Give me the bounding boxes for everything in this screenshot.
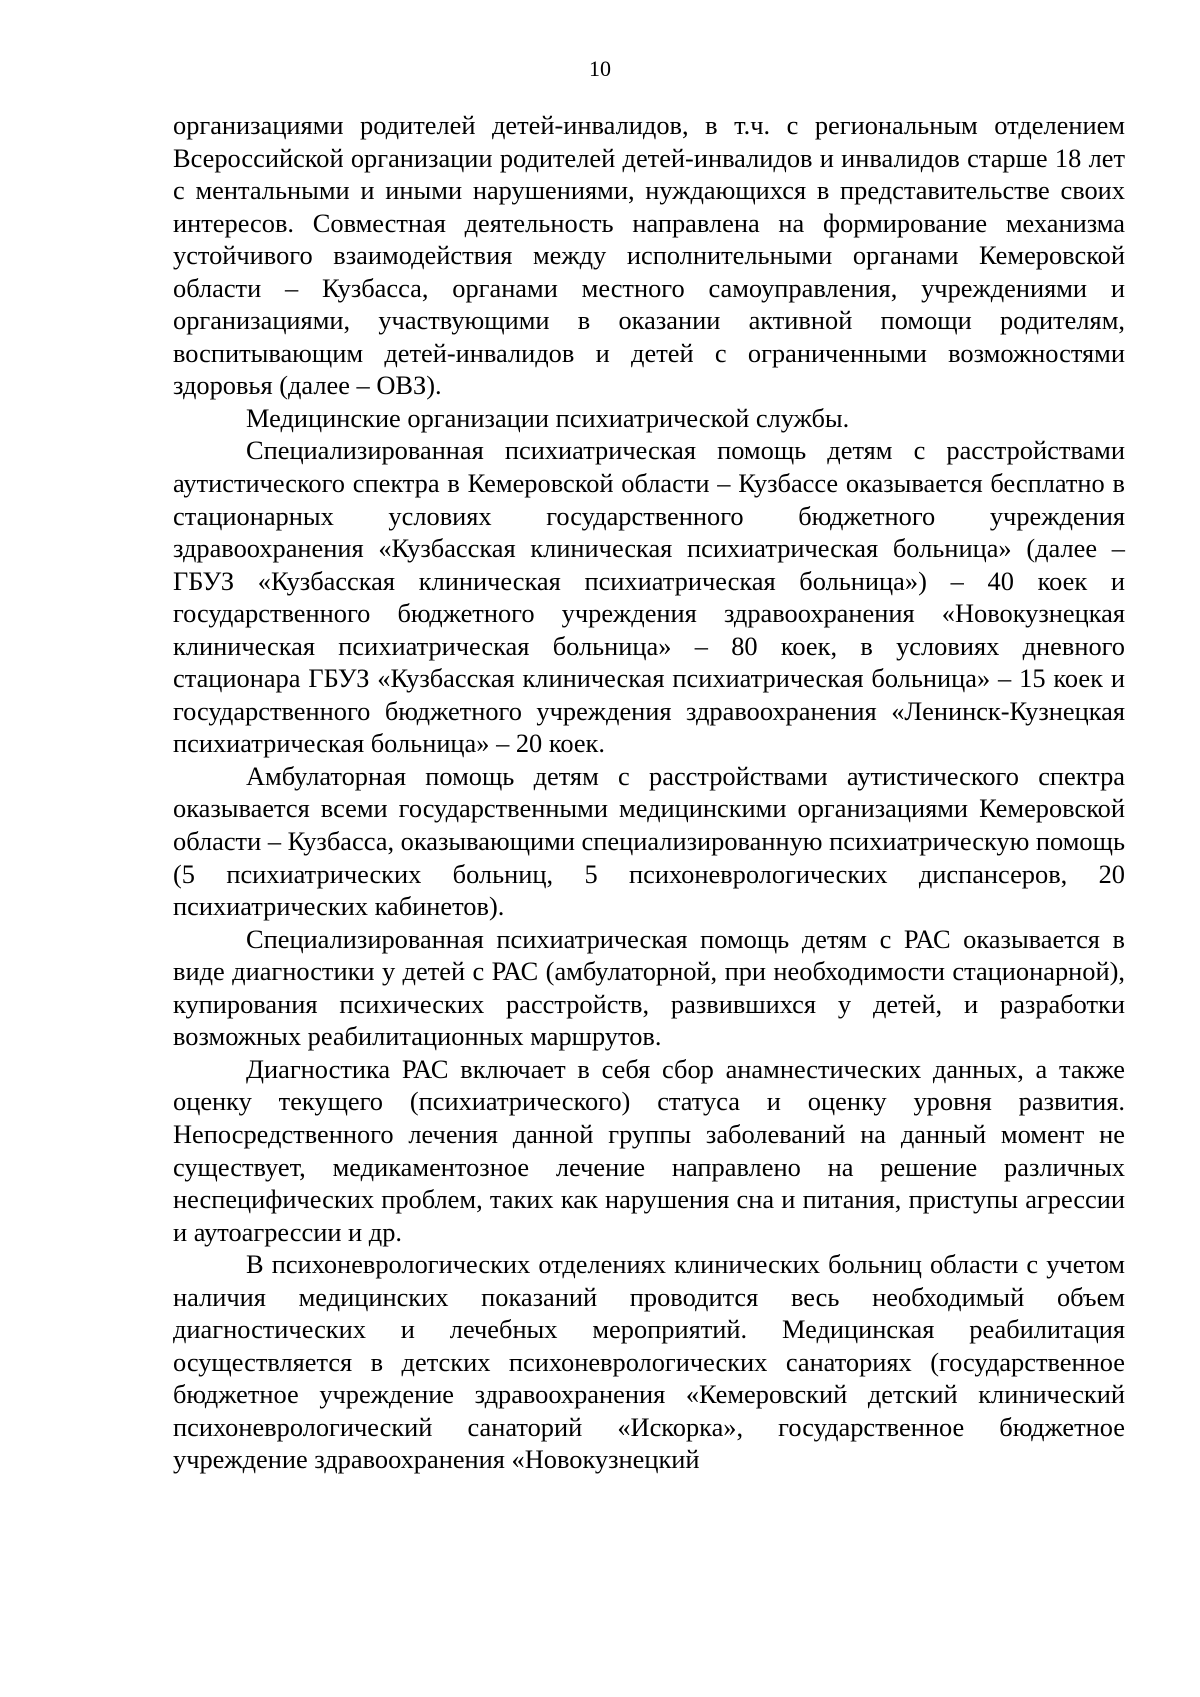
paragraph-outpatient-care: Амбулаторная помощь детям с расстройствами аутистического спектра оказывается всеми государственными медицинскими организациями Кемеровской области – Кузбасса, оказывающими специализированную психиатрическую помощь (5 психиатрических больниц, 5 психоневрологических диспансеров, 20 психиатрических кабинетов). — [173, 760, 1125, 922]
paragraph-specialized-care: Специализированная психиатрическая помощь детям с расстройствами аутистического спектра в Кемеровской области – Кузбассе оказывается бесплатно в стационарных условиях государственного бюджетного учреждения здравоохранения «Кузбасская клиническая психиатрическая больница» (далее – ГБУЗ «Кузбасская клиническая психиатрическая больница») – 40 коек и государственного бюджетного учреждения здравоохранения «Новокузнецкая клиническая психиатрическая больница» – 80 коек, в условиях дневного стационара ГБУЗ «Кузбасская клиническая психиатрическая больница» – 15 коек и государственного бюджетного учреждения здравоохранения «Ленинск-Кузнецкая психиатрическая больница» – 20 коек. — [173, 435, 1125, 759]
document-body — [173, 109, 1125, 1476]
paragraph-ras-care: Специализированная психиатрическая помощь детям с РАС оказывается в виде диагностики у детей с РАС (амбулаторной, при необходимости стационарной), купирования психических расстройств, развившихся у детей, и разработки возможных реабилитационных маршрутов. — [173, 923, 1125, 1052]
page-number: 10 — [589, 56, 611, 81]
paragraph-ras-diagnostics: Диагностика РАС включает в себя сбор анамнестических данных, а также оценку текущего (психиатрического) статуса и оценку уровня развития. Непосредственного лечения данной группы заболеваний на данный момент не существует, медикаментозное лечение направлено на решение различных неспецифических проблем, таких как нарушения сна и питания, приступы агрессии и аутоагрессии и др. — [173, 1053, 1125, 1247]
paragraph-heading-psychiatric-service: Медицинские организации психиатрической службы. — [246, 402, 850, 433]
paragraph-rehabilitation: В психоневрологических отделениях клинических больниц области с учетом наличия медицинских показаний проводится весь необходимый объем диагностических и лечебных мероприятий. Медицинская реабилитация осуществляется в детских психоневрологических санаториях (государственное бюджетное учреждение здравоохранения «Кемеровский детский клинический психоневрологический санаторий «Искорка», государственное бюджетное учреждение здравоохранения «Новокузнецкий — [173, 1249, 1125, 1475]
paragraph-continuation: организациями родителей детей-инвалидов, в т.ч. с региональным отделением Всероссийской организации родителей детей-инвалидов и инвалидов старше 18 лет с ментальными и иными нарушениями, нуждающихся в представительстве своих интересов. Совместная деятельность направлена на формирование механизма устойчивого взаимодействия между исполнительными органами Кемеровской области – Кузбасса, органами местного самоуправления, учреждениями и организациями, участвующими в оказании активной помощи родителям, воспитывающим детей-инвалидов и детей с ограниченными возможностями здоровья (далее – ОВЗ). — [173, 110, 1125, 401]
